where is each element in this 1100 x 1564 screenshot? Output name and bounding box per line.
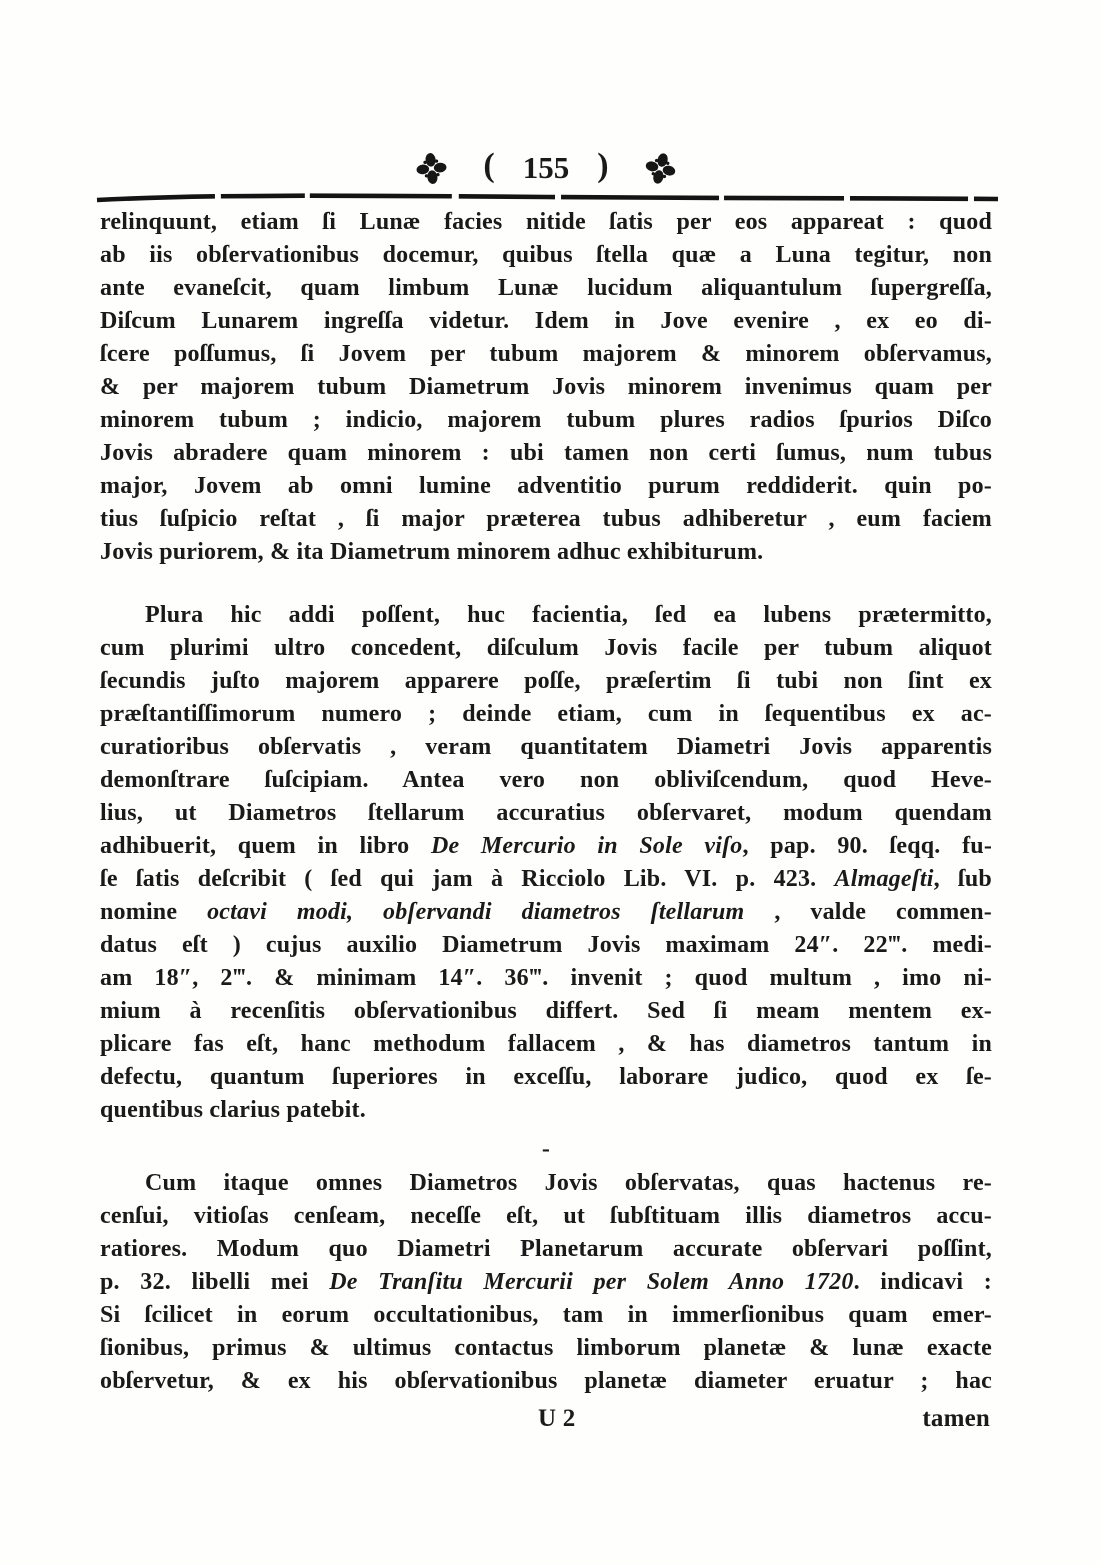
- text-line: [100, 665, 992, 698]
- text-line: [100, 1061, 992, 1094]
- text-line: [100, 1299, 992, 1332]
- roman-text: demonſtrare ſuſcipiam. Antea vero non obliviſcendum, quod Heve-: [100, 767, 992, 793]
- text-line: [100, 1332, 992, 1365]
- roman-text: ſe ſatis deſcribit ( ſed qui jam à Ricciolo Lib. VI. p. 423.: [100, 866, 835, 892]
- fleuron-icon: [641, 148, 679, 188]
- roman-text: nomine: [100, 899, 208, 925]
- roman-text: adhibuerit, quem in libro: [100, 833, 431, 859]
- text-line: [100, 503, 992, 536]
- text-line: [100, 1266, 992, 1299]
- text-line: [100, 272, 992, 305]
- text-line: [100, 731, 992, 764]
- roman-text: relinquunt, etiam ſi Lunæ facies nitide ſatis per eos appareat : quod: [100, 209, 992, 235]
- header-rule: [95, 191, 1000, 205]
- roman-text: quentibus clarius patebit.: [100, 1097, 366, 1123]
- paragraph: [100, 1167, 992, 1398]
- roman-text: , valde commen-: [744, 899, 992, 925]
- text-line: [100, 305, 992, 338]
- text-line: [100, 1094, 992, 1127]
- roman-text: am 18″, 2‴. & minimam 14″. 36‴. invenit ; quod multum , imo ni-: [100, 965, 992, 991]
- roman-text: , ſub: [933, 866, 992, 892]
- text-line: [100, 239, 992, 272]
- roman-text: Si ſcilicet in eorum occultationibus, tam in immerſionibus quam emer-: [100, 1302, 992, 1328]
- text-line: [100, 599, 992, 632]
- page-number: 155: [522, 150, 570, 185]
- italic-text: De Mercurio in Sole viſo: [430, 833, 743, 859]
- roman-text: . indicavi :: [853, 1269, 992, 1295]
- section-break-mark: -: [541, 1136, 551, 1162]
- text-line: [100, 1365, 992, 1398]
- roman-text: plicare fas eſt, hanc methodum fallacem , & has diametros tantum in: [100, 1031, 992, 1057]
- text-line: [100, 632, 992, 665]
- roman-text: tius ſuſpicio reſtat , ſi major præterea tubus adhiberetur , eum faciem: [100, 506, 992, 532]
- roman-text: minorem tubum ; indicio, majorem tubum plures radios ſpurios Diſco: [100, 407, 992, 433]
- roman-text: Plura hic addi poſſent, huc facientia, ſed ea lubens prætermitto,: [145, 602, 992, 628]
- italic-text: Almageſti: [834, 866, 934, 892]
- left-paren: (: [483, 147, 495, 184]
- text-line: [100, 698, 992, 731]
- roman-text: cum plurimi ultro concedent, diſculum Jovis facile per tubum aliquot: [100, 635, 992, 661]
- text-line: [100, 1200, 992, 1233]
- italic-text: De Tranſitu Mercurii per Solem Anno 1720: [329, 1269, 854, 1295]
- roman-text: Diſcum Lunarem ingreſſa videtur. Idem in Jove evenire , ex eo di-: [100, 308, 992, 334]
- page-footer: [100, 1399, 992, 1439]
- right-paren: ): [597, 147, 609, 184]
- roman-text: curatioribus obſervatis , veram quantitatem Diametri Jovis apparentis: [100, 734, 992, 760]
- text-line: [100, 962, 992, 995]
- roman-text: ab iis obſervationibus docemur, quibus ſtella quæ a Luna tegitur, non: [100, 242, 992, 268]
- catchword: tamen: [922, 1405, 990, 1432]
- roman-text: , pap. 90. ſeqq. fu-: [742, 833, 992, 859]
- roman-text: p. 32. libelli mei: [100, 1269, 330, 1295]
- text-line: [100, 470, 992, 503]
- text-line: [100, 830, 992, 863]
- paragraph: [100, 599, 992, 1127]
- signature-mark: U 2: [538, 1405, 576, 1432]
- roman-text: ante evaneſcit, quam limbum Lunæ lucidum aliquantulum ſupergreſſa,: [100, 275, 992, 301]
- page-header: [100, 146, 992, 190]
- text-line: [100, 371, 992, 404]
- text-line: [100, 206, 992, 239]
- text-line: [100, 764, 992, 797]
- roman-text: mium à recenſitis obſervationibus differt. Sed ſi meam mentem ex-: [100, 998, 992, 1024]
- roman-text: & per majorem tubum Diametrum Jovis minorem invenimus quam per: [100, 374, 992, 400]
- roman-text: major, Jovem ab omni lumine adventitio purum reddiderit. quin po-: [100, 473, 992, 499]
- roman-text: defectu, quantum ſuperiores in exceſſu, laborare judico, quod ex ſe-: [100, 1064, 992, 1090]
- text-line: [100, 338, 992, 371]
- roman-text: ſionibus, primus & ultimus contactus limborum planetæ & lunæ exacte: [100, 1335, 992, 1361]
- fleuron-icon: [415, 150, 449, 186]
- roman-text: Jovis puriorem, & ita Diametrum minorem adhuc exhibiturum.: [100, 539, 764, 565]
- text-block: [100, 206, 992, 1439]
- text-line: [100, 536, 992, 569]
- roman-text: cenſui, vitioſas cenſeam, neceſſe eſt, ut ſubſtituam illis diametros accu-: [100, 1203, 992, 1229]
- text-line: [100, 797, 992, 830]
- text-line: [100, 995, 992, 1028]
- roman-text: lius, ut Diametros ſtellarum accuratius obſervaret, modum quendam: [100, 800, 992, 826]
- page-number-group: [483, 149, 608, 187]
- roman-text: datus eſt ) cujus auxilio Diametrum Jovis maximam 24″. 22‴. medi-: [100, 932, 992, 958]
- roman-text: Jovis abradere quam minorem : ubi tamen non certi ſumus, num tubus: [100, 440, 992, 466]
- roman-text: obſervetur, & ex his obſervationibus planetæ diameter eruatur ; hac: [100, 1368, 992, 1394]
- roman-text: ſecundis juſto majorem apparere poſſe, præſertim ſi tubi non ſint ex: [100, 668, 992, 694]
- text-line: [100, 404, 992, 437]
- roman-text: ratiores. Modum quo Diametri Planetarum accurate obſervari poſſint,: [100, 1236, 992, 1262]
- roman-text: ſcere poſſumus, ſi Jovem per tubum majorem & minorem obſervamus,: [100, 341, 992, 367]
- text-line: [100, 863, 992, 896]
- text-line: [100, 929, 992, 962]
- text-line: [100, 1233, 992, 1266]
- text-line: [100, 437, 992, 470]
- text-line: [100, 1028, 992, 1061]
- italic-text: octavi modi, obſervandi diametros ſtellarum: [207, 899, 745, 925]
- text-line: [100, 896, 992, 929]
- roman-text: Cum itaque omnes Diametros Jovis obſervatas, quas hactenus re-: [145, 1170, 992, 1196]
- roman-text: præſtantiſſimorum numero ; deinde etiam, cum in ſequentibus ex ac-: [100, 701, 992, 727]
- paragraph: [100, 206, 992, 569]
- text-line: [100, 1167, 992, 1200]
